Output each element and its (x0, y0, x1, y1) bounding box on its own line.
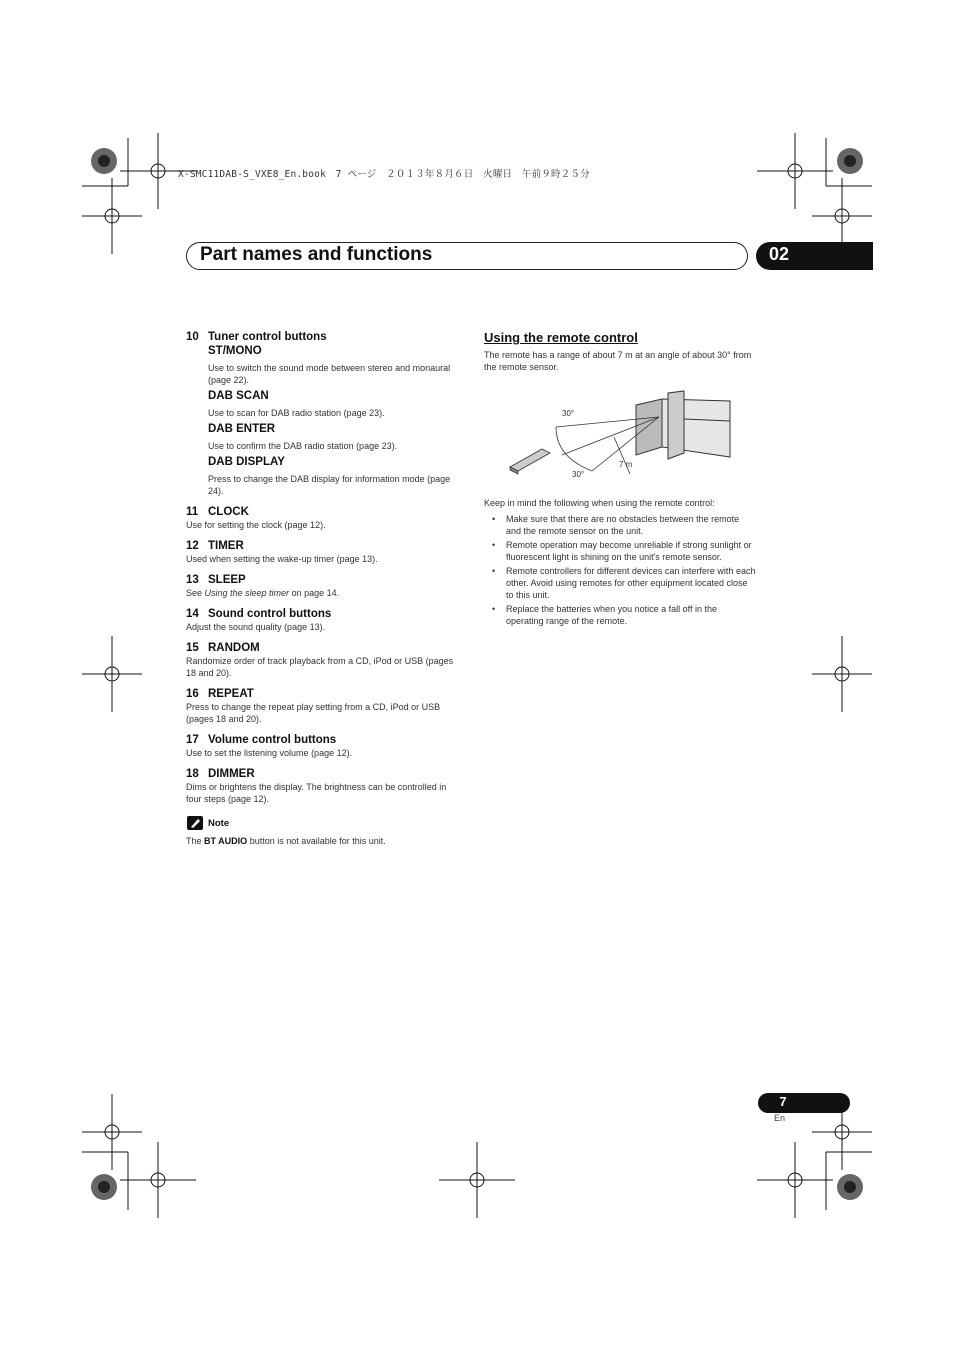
list-item: • Replace the batteries when you notice a fall off in the operating range of the remote. (484, 603, 756, 627)
item-16 (186, 687, 461, 725)
right-column (484, 330, 764, 629)
item-number: 12 (186, 540, 199, 552)
list-item: • Make sure that there are no obstacles between the remote and the remote sensor on the unit. (484, 513, 756, 537)
note-text (186, 835, 461, 847)
sub-desc: Use to confirm the DAB radio station (page 23). (208, 441, 398, 451)
item-number: 17 (186, 734, 199, 746)
item-title: SLEEP (208, 574, 246, 586)
note-text-part: button is not available for this unit. (247, 836, 386, 846)
note-heading (186, 815, 461, 831)
remote-range-diagram (484, 379, 744, 479)
item-number: 14 (186, 608, 199, 620)
item-11 (186, 505, 461, 531)
item-10 (186, 330, 461, 497)
item-title: CLOCK (208, 506, 249, 518)
note-pencil-icon (186, 815, 204, 831)
sub-label: DAB SCAN (208, 390, 269, 402)
section-intro: The remote has a range of about 7 m at an angle of about 30° from the remote sensor. (484, 350, 752, 372)
reg-target-tl2 (82, 178, 142, 254)
item-desc: Dims or brightens the display. The brightness can be controlled in four steps (page 12). (186, 782, 447, 804)
chapter-number: 02 (769, 244, 790, 264)
angle-label-bottom: 30° (572, 470, 585, 479)
sub-label: ST/MONO (208, 345, 262, 357)
item-title: TIMER (208, 540, 244, 552)
distance-label: 7 m (619, 460, 633, 469)
item-13 (186, 573, 461, 599)
book-file-line: X-SMC11DAB-S_VXE8_En.book 7 ページ ２０１３年８月６日 火曜日 午前９時２５分 (178, 169, 590, 180)
tips-list (484, 513, 764, 627)
sub-label: DAB ENTER (208, 423, 276, 435)
note-text-part: The (186, 836, 205, 846)
item-title: Tuner control buttons (208, 331, 327, 343)
sub-desc: Use to switch the sound mode between stereo and monaural (page 22). (208, 363, 451, 385)
item-desc: Randomize order of track playback from a CD, iPod or USB (pages 18 and 20). (186, 656, 454, 678)
page-title: Part names and functions (200, 244, 433, 265)
item-desc: Adjust the sound quality (page 13). (186, 622, 326, 632)
item-18 (186, 767, 461, 805)
item-14 (186, 607, 461, 633)
item-title: REPEAT (208, 688, 254, 700)
item-desc: Use to set the listening volume (page 12). (186, 748, 353, 758)
note-text-bold: BT AUDIO (204, 836, 248, 846)
item-title: Volume control buttons (208, 734, 337, 746)
left-column (186, 330, 461, 847)
item-number: 11 (186, 506, 199, 518)
item-desc: Press to change the repeat play setting from a CD, iPod or USB (pages 18 and 20). (186, 702, 441, 724)
item-number: 10 (186, 331, 199, 343)
item-number: 13 (186, 574, 199, 586)
desc-text: See (186, 588, 205, 598)
angle-label-top: 30° (562, 409, 575, 418)
desc-italic: Using the sleep timer (204, 588, 290, 598)
item-12 (186, 539, 461, 565)
item-desc: Use for setting the clock (page 12). (186, 520, 326, 530)
keep-in-mind: Keep in mind the following when using the remote control: (484, 498, 715, 508)
sub-desc: Use to scan for DAB radio station (page 23). (208, 408, 385, 418)
list-item: • Remote operation may become unreliable if strong sunlight or fluorescent light is shining on the unit's remote sensor. (484, 539, 756, 563)
sub-desc: Press to change the DAB display for information mode (page 24). (208, 474, 451, 496)
item-title: DIMMER (208, 768, 255, 780)
item-number: 18 (186, 768, 199, 780)
list-item: • Remote controllers for different devices can interfere with each other. Avoid using remotes for other equipment located close to this unit. (484, 565, 756, 601)
sub-label: DAB DISPLAY (208, 456, 285, 468)
section-title: Using the remote control (484, 330, 638, 345)
item-15 (186, 641, 461, 679)
item-number: 15 (186, 642, 199, 654)
item-number: 16 (186, 688, 199, 700)
item-title: RANDOM (208, 642, 260, 654)
item-desc: Used when setting the wake-up timer (page 13). (186, 554, 378, 564)
item-title: Sound control buttons (208, 608, 332, 620)
item-desc (186, 587, 461, 599)
page-number: 7 (779, 1094, 787, 1109)
note-label: Note (208, 817, 230, 829)
item-17 (186, 733, 461, 759)
desc-text: on page 14. (289, 588, 340, 598)
page-language: En (774, 1113, 786, 1123)
